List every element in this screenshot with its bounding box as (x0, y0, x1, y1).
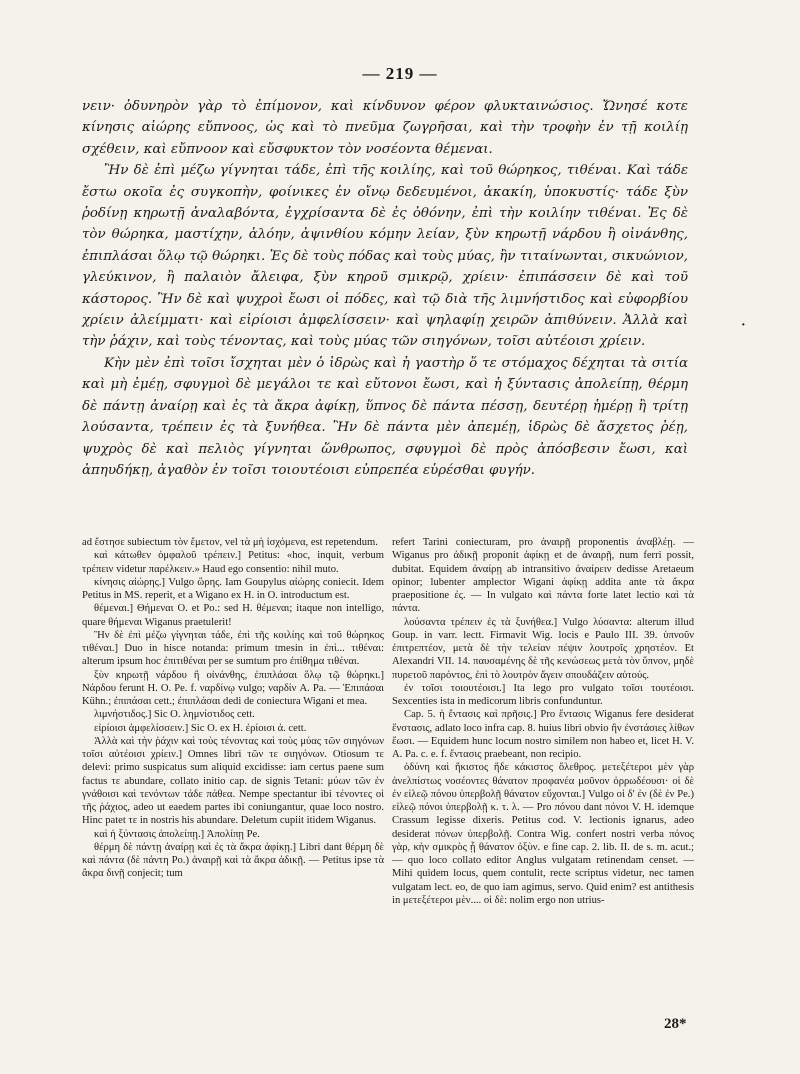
notes-column-left (82, 536, 384, 881)
notes-column-right (392, 536, 694, 907)
note-entry: λούσαντα τρέπειν ἐς τὰ ξυνήθεα.] Vulgo λύσαντα: alterum illud Goup. in varr. lectt. Firmavit Wig. locis e Paulo III. 39. ὑπνοῦν ἐπιτρεπτέον, μετὰ δὲ τὴν τελείαν πέψιν λουτροῖς χρηστέον. Et Alexandri VII. 14. παυσαμένης δὲ τῆς κενώσεως μετὰ τὸν ὕπνον, μηδὲ πυρετοῦ παρόντος, ἐπὶ τὸ λουτρὸν ἄγειν σπουδάζειν αὐτούς. (392, 616, 694, 681)
note-entry: ὀδύνη καὶ ἥκιστος ἥδε κάκιστος ὄλεθρος. μετεξέτεροι μὲν γὰρ ἀνελπίστως νοσέοντες θάνατον προφανέα μοῦνον ὀρρωδέουσι· οἱ δὲ ἐν εἰλεῷ πόνου ὑπερβολῇ θάνατον εὔχονται.] Vulgo οἱ δ' ἐν (δὲ ἐν Pe.) εἰλεῷ πόνοι ὑπερβολῇ κ. τ. λ. — Pro πόνου dant πόνοι V. H. idemque Crassum legisse dixeris. Petitus cod. V. lectionis ignarus, adeo desiderat πόνων ὑπερβολῇ. Contra Wig. confert nostri verba πόνος γὰρ, κὴν σμικρὸς ᾖ θάνατον ὀξὺν. e fine cap. 2. lib. II. de s. m. acut.; — quo loco collato editor Anglus vulgatam retinendam censet. — Mihi quidem locus, quem contulit, recte scriptus videtur, nec tamen vulgatam lect. eo, de quo iam agimus, servo. Quid enim? est antithesis in μετεξέτεροι μὲν.... οἱ δὲ: nolim ergo non utrius- (392, 762, 694, 906)
note-entry: ξὺν κηρωτῇ νάρδου ἢ οἰνάνθης, ἐπιπλάσαι ὅλῳ τῷ θώρηκι.] Νάρδου ferunt H. O. Pe. f. ναρδίνῳ vulgo; ναρδίν A. Pa. — Ἐπιπάσαι Kühn.; ἐπιπάσαι cett.; ἐπιπλάσαι dedi de coniectura Wigani et mea. (82, 669, 384, 707)
note-entry: θέμεναι.] Θήμεναι O. et Po.: sed H. θέμεναι; itaque non intelligo, quare θήμεναι Wiganus praetulerit! (82, 603, 384, 628)
note-entry: Ἀλλὰ καὶ τὴν ῥάχιν καὶ τοὺς τένοντας καὶ τοὺς μύας τῶν σιηγόνων τοῖσι αὐτέοισι χρίειν.] Omnes libri τῶν τε σιηγόνων. Otiosum τε delevi: primo suspicatus sum aliquid excidisse: iam certus paene sum factus τε abundare, collato initio cap. de signis Tetani: μύων τῶν ἐν γνάθοισι καὶ τενόντων τάδε πάθεα. Nempe spectantur ibi τένοντες οἱ τῆς ῥάχιος, adeo ut eaedem partes ibi coniungantur, quae loco nostro. Hinc patet τε in nostris his abundare. Deletum cupiit itidem Wiganus. (82, 735, 384, 827)
page-number: — 219 — (362, 64, 438, 83)
note-entry: refert Tarini coniecturam, pro ἀναιρῇ proponentis ἀναβλέῃ. — Wiganus pro ἀδικῇ proponit ἀφίκῃ et de ἀναιρῇ, num ferri possit, dubitat. Equidem ἀναίρῃ ab intransitivo ἀναίρειν dedisse Aretaeum opinor; lubenter amplector Wigani ἀφίκῃ addita ante τὰ ἄκρα praepositione ἐς. — In vulgato καὶ πάντα forte latet lectio καὶ τὰ πάντα. (392, 537, 694, 615)
signature-mark: 28* (664, 1016, 687, 1032)
note-entry: ἐν τοῖσι τοιουτέοισι.] Ita lego pro vulgato τοῖσι τουτέοισι. Sexcenties ista in medicorum libris confunduntur. (392, 682, 694, 707)
note-entry: Ἢν δὲ ἐπὶ μέζω γίγνηται τάδε, ἐπὶ τῆς κοιλίης καὶ τοῦ θώρηκος τιθέναι.] Duo in hisce notanda: primum tmesin in ἐπὶ... τιθέναι: alterum ipsum hoc ἐπιτιθέναι per se sumtum pro ἐπίθημα τιθέναι. (82, 629, 384, 668)
main-paragraph-3: Κὴν μὲν ἐπὶ τοῖσι ἴσχηται μὲν ὁ ἱδρὼς καὶ ἡ γαστὴρ ὅ τε στόμαχος δέχηται τὰ σιτία καὶ μὴ ἐμέῃ, σφυγμοὶ δὲ μεγάλοι τε καὶ εὔτονοι ἔωσι, καὶ ἡ ξύντασις ἀπολείπῃ, θέρμη δὲ πάντῃ ἀναίρῃ καὶ ἐς τὰ ἄκρα ἀφίκῃ, ὕπνος δὲ πάντα πέσσῃ, δευτέρῃ ἡμέρῃ ἢ τρίτῃ λούσαντα, τρέπειν ἐς τὰ ξυνήθεα. Ἢν δὲ πάντα μὲν ἀπεμέῃ, ἱδρὼς δὲ ἄσχετος ῥέῃ, ψυχρὸς δὲ καὶ πελιὸς γίγνηται ὥνθρωπος, σφυγμοὶ δὲ πρὸς ἀπόσβεσιν ἔωσι, καὶ ἀπηυδήκῃ, ἀγαθὸν ἐν τοῖσι τοιουτέοισι εὐπρεπέα εὑρέσθαι φυγήν. (82, 355, 688, 478)
note-entry: λιμνήστιδος.] Sic O. λημνίστιδος cett. (94, 709, 255, 721)
note-entry: καὶ κάτωθεν ὀμφαλοῦ τρέπειν.] Petitus: «hoc, inquit, verbum τρέπειν videtur παρέλκειν.» Haud ego consentio: nihil muto. (82, 550, 384, 575)
note-entry: καὶ ἡ ξύντασις ἀπολείπῃ.] Ἀπολίπῃ Pe. (94, 828, 260, 840)
main-paragraph-2: Ἢν δὲ ἐπὶ μέζω γίγνηται τάδε, ἐπὶ τῆς κοιλίης, καὶ τοῦ θώρηκος, τιθέναι. Καὶ τάδε ἔστω οκοῖα ἐς συγκοπὴν, φοίνικες ἐν οἴνῳ δεδευμένοι, ἀκακίη, ὑποκυστίς· τάδε ξὺν ῥοδίνῃ κηρωτῇ ἀναλαβόντα, ἐγχρίσαντα δὲ ἐς ὀθόνην, ἐπὶ τὴν κοιλίην τιθέναι. Ἐς δὲ τὸν θώρηκα, μαστίχην, ἀλόην, ἀψινθίου κόμην λείαν, ξὺν κηρωτῇ νάρδου ἢ οἰνάνθης, ἐπιπλάσαι ὅλῳ τῷ θώρηκι. Ἐς δὲ τοὺς πόδας καὶ τοὺς μύας, ἢν τιταίνωνται, σικυώνιον, γλεύκινον, ἢ παλαιὸν ἄλειφα, ξὺν κηροῦ σμικρῷ, χρίειν· ἐπιπάσσειν δὲ καὶ τοῦ κάστορος. Ἢν δὲ καὶ ψυχροὶ ἔωσι οἱ πόδες, καὶ τῷ διὰ τῆς λιμνήστιδος καὶ εὐφορβίου χρίειν ἀλείμματι· καὶ εἰρίοισι ἀμφελίσσειν· καὶ ψηλαφίῃ χειρῶν ἀπιθύνειν. Ἀλλὰ καὶ τὴν ῥάχιν, καὶ τοὺς τένοντας, καὶ τοὺς μύας τῶν σιηγόνων, τοῖσι αὐτέοισι χρίειν. (82, 163, 688, 350)
note-entry: Cap. 5. ἡ ἔντασις καὶ πρῆσις.] Pro ἔντασις Wiganus fere desiderat ἔνστασις, adlato loco infra cap. 8. huius libri obvio ἢν ἐνστάσιες λίθων ἔωσι. — Equidem hunc locum nostro similem non habeo et, licet H. V. A. Pa. c. e. f. ἔντασις praebeant, non recipio. (392, 709, 694, 760)
main-paragraph-1: νειν· ὀδυνηρὸν γὰρ τὸ ἐπίμονον, καὶ κίνδυνον φέρον φλυκταινώσιος. Ὤνησέ κοτε κίνησις αἰώρης εὔπνοος, ὡς καὶ τὸ πνεῦμα ζωγρῆσαι, καὶ τὴν τροφὴν ἐν τῇ κοιλίῃ σχέθειν, καὶ εὔπνοον καὶ εὔσφυκτον τὸν νοσέοντα θέμεναι. (82, 99, 688, 157)
note-entry: ad ἔστησε subiectum τὸν ἔμετον, vel τὰ μὴ ἰσχόμενα, est repetendum. (82, 537, 378, 548)
note-entry: εἰρίοισι ἀμφελίσσειν.] Sic O. ex H. ἐρίοισι ἀ. cett. (94, 722, 307, 734)
margin-mark: · (741, 318, 746, 333)
note-entry: θέρμη δὲ πάντῃ ἀναίρῃ καὶ ἐς τὰ ἄκρα ἀφίκῃ.] Libri dant θέρμη δὲ καὶ πάντα (δὲ πάντη Po.) ἀναιρῇ καὶ τὰ ἄκρα ἀδικῇ. — Petitus ipse τὰ ἄκρα δινῇ conjecit; tum (82, 841, 384, 880)
main-greek-text (82, 96, 688, 481)
note-entry: κίνησις αἰώρης.] Vulgo ὥρης. Iam Goupylus αἰώρης coniecit. Idem Petitus in MS. reperit, et a Wigano ex H. in O. introductum est. (82, 576, 384, 601)
